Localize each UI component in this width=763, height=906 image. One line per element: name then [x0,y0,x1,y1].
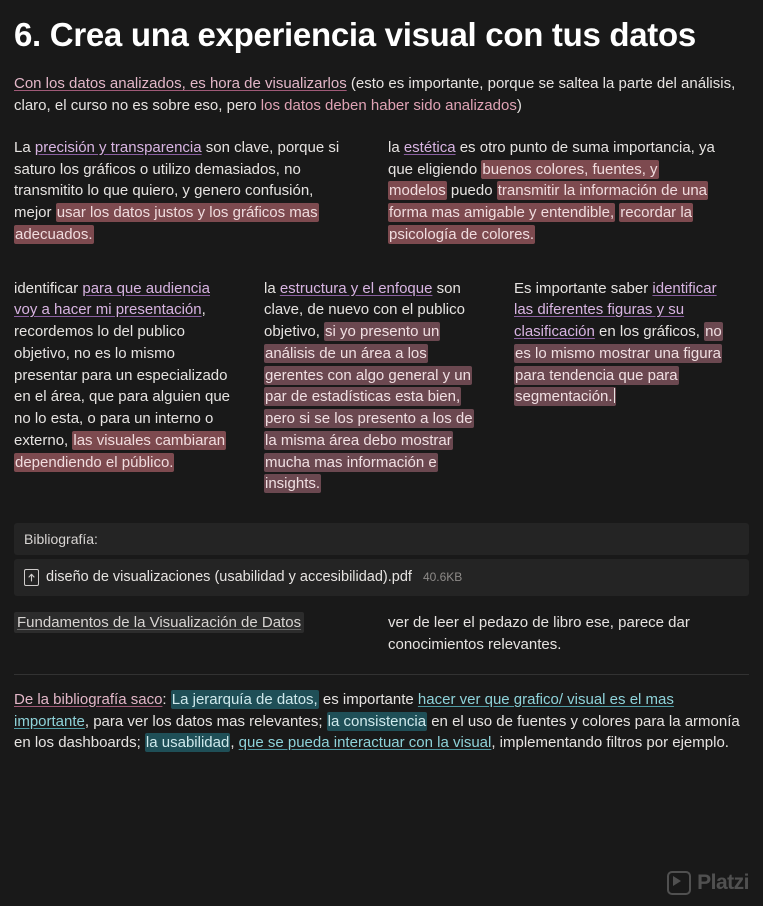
estructura-paragraph [264,278,486,496]
intro-text-end: ) [516,97,522,114]
two-column-block [14,137,749,260]
conclusion-text-4: en el uso de fuentes y colores para la armonía en los dashboards; [14,712,740,752]
audiencia-text-2: , recordemos lo del publico objetivo, no es lo mismo presentar para un especializado en el área, que para alguien que no lo esta, o para un interno o externo, [14,301,231,449]
conclusion-highlight-interactuar[interactable]: que se pueda interactuar con la visual [238,734,492,752]
conclusion-text-3: , para ver los datos mas relevantes; [84,712,327,730]
pdf-file-icon [24,569,39,586]
precision-text-2: son clave, porque si saturo los gráficos o utilizo demasiados, no transmitito lo que quiero, y genero confusión, mejor [14,138,340,221]
precision-highlight-rose: usar los datos justos y los gráficos mas adecuados. [15,204,318,243]
precision-highlight-link[interactable]: precisión y transparencia [34,138,202,156]
audiencia-text-1: identificar [14,279,83,297]
bibliography-note: ver de leer el pedazo de libro ese, parece dar conocimientos relevantes. [388,614,690,654]
column-estructura [264,278,486,510]
estetica-text-3: puedo [446,182,497,200]
conclusion-highlight-link[interactable]: De la bibliografía saco [14,690,163,708]
conclusion-text-2: es importante [318,690,418,708]
estetica-text-1: la [388,138,404,156]
bibliography-columns [14,612,749,656]
intro-text-middle: (esto es importante, porque se saltea la parte del análisis, claro, el curso no es sobre eso, pero [14,75,736,114]
figuras-text-2: en los gráficos, [594,323,705,340]
column-precision [14,137,344,260]
conclusion-paragraph [14,689,749,754]
estructura-text-1: la [264,279,280,297]
conclusion-text-6: , implementando filtros por ejemplo. [491,734,729,752]
column-estetica [388,137,718,260]
bibliography-file-name: diseño de visualizaciones (usabilidad y accesibilidad).pdf [46,569,412,586]
figuras-text-1: Es importante saber [514,279,653,297]
bibliography-file-size: 40.6KB [422,570,463,585]
platzi-watermark [667,868,749,898]
conclusion-text-1: : [162,690,171,708]
column-figuras [514,278,736,510]
conclusion-highlight-consistencia: la consistencia [327,712,427,730]
intro-paragraph [14,73,749,117]
figuras-highlight-link[interactable]: identificar las diferentes figuras y su clasificación [514,279,717,340]
figuras-highlight-mauve: no es lo mismo mostrar una figura para tendencia que para segmentación. [515,323,722,406]
intro-highlight-link[interactable]: Con los datos analizados, es hora de visualizarlos [14,75,347,93]
estetica-highlight-transmitir: transmitir la información de una forma mas amigable y entendible, [389,182,708,221]
bibliography-link-column [14,612,344,656]
bibliography-file-row[interactable] [14,559,749,596]
bibliography-link[interactable]: Fundamentos de la Visualización de Datos [14,612,304,633]
estetica-text-2: es otro punto de suma importancia, ya que eligiendo [388,138,715,178]
page-title: 6. Crea una experiencia visual con tus datos [14,16,696,53]
audiencia-paragraph [14,278,236,474]
estetica-highlight-link[interactable]: estética [403,138,456,156]
conclusion-highlight-jerarquia: La jerarquía de datos, [171,690,318,708]
intro-highlight-pink: los datos deben haber sido analizados [260,97,517,114]
three-column-block [14,278,749,510]
estetica-highlight-colors: buenos colores, fuentes, y modelos [389,160,658,200]
audiencia-highlight-rose: las visuales cambiaran dependiendo el público. [15,431,226,471]
platzi-watermark-label: Platzi [697,870,749,894]
conclusion-highlight-usabilidad: la usabilidad [145,734,230,752]
audiencia-highlight-link[interactable]: para que audiencia voy a hacer mi presentación [14,279,210,319]
estetica-paragraph [388,137,718,246]
bibliography-note-column [388,612,718,656]
figuras-paragraph [514,278,736,409]
platzi-logo-icon [667,871,691,895]
divider [14,674,749,675]
precision-text-1: La [14,138,35,156]
bibliography-header: Bibliografía: [14,523,749,555]
estetica-highlight-psicologia: recordar la psicología de colores. [389,204,692,243]
estructura-highlight-link[interactable]: estructura y el enfoque [279,279,433,297]
column-audiencia [14,278,236,510]
precision-paragraph [14,137,344,246]
conclusion-highlight-grafico[interactable]: hacer ver que grafico/ visual es el mas importante [14,690,674,730]
estructura-text-2: son clave, de nuevo con el publico objetivo, [264,279,465,340]
conclusion-text-5: , [230,734,239,752]
estructura-highlight-mauve: si yo presento un análisis de un área a los gerentes con algo general y un par de estadísticas esta bien, pero si se los presento a los de la misma área debo mostrar mucha mas información e insights. [265,323,473,493]
